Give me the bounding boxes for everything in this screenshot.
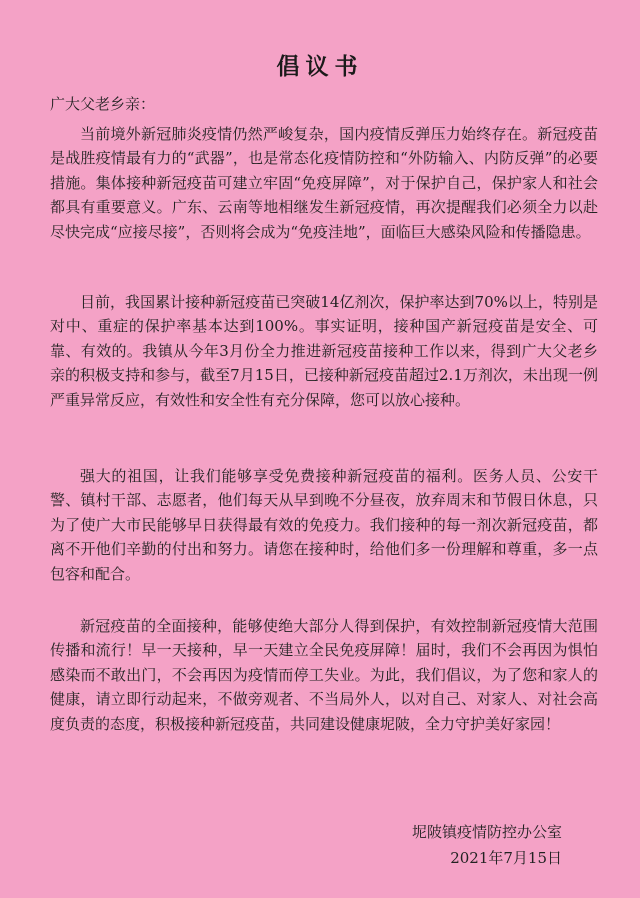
salutation: 广大父老乡亲： [50,95,156,113]
paragraph-1: 当前境外新冠肺炎疫情仍然严峻复杂，国内疫情反弹压力始终存在。新冠疫苗是战胜疫情最有力的“武器”，也是常态化疫情防控和“外防输入、内防反弹”的必要措施。集体接种新冠疫苗可建立牢固“免疫屏障”，对于保护自己，保护家人和社会都具有重要意义。广东、云南等地相继发生新冠疫情，再次提醒我们必须全力以赴尽快完成“应接尽接”，否则将会成为“免疫洼地”，面临巨大感染风险和传播隐患。 [50,125,598,241]
paragraph-4: 新冠疫苗的全面接种，能够使绝大部分人得到保护，有效控制新冠疫情大范围传播和流行！早一天接种，早一天建立全民免疫屏障！届时，我们不会再因为惧怕感染而不敢出门，不会再因为疫情而停工失业。为此，我们倡议，为了您和家人的健康，请立即行动起来，不做旁观者、不当局外人，以对自己、对家人、对社会高度负责的态度，积极接种新冠疫苗，共同建设健康坭陂，全力守护美好家园！ [50,617,598,733]
paragraph-3: 强大的祖国，让我们能够享受免费接种新冠疫苗的福利。医务人员、公安干警、镇村干部、志愿者，他们每天从早到晚不分昼夜，放弃周末和节假日休息，只为了使广大市民能够早日获得最有效的免疫力。我们接种的每一剂次新冠疫苗，都离不开他们辛勤的付出和努力。请您在接种时，给他们多一份理解和尊重，多一点包容和配合。 [50,467,598,583]
signature-organization: 坭陂镇疫情防控办公室 [411,823,562,841]
signature-date: 2021年7月15日 [450,849,562,867]
document-title: 倡议书 [276,53,364,80]
paragraph-2: 目前，我国累计接种新冠疫苗已突破14亿剂次，保护率达到70%以上，特别是对中、重症的保护率基本达到100%。事实证明，接种国产新冠疫苗是安全、可靠、有效的。我镇从今年3月份全力推进新冠疫苗接种工作以来，得到广大父老乡亲的积极支持和参与，截至7月15日，已接种新冠疫苗超过2.1万剂次，未出现一例严重异常反应，有效性和安全性有充分保障，您可以放心接种。 [50,293,598,409]
